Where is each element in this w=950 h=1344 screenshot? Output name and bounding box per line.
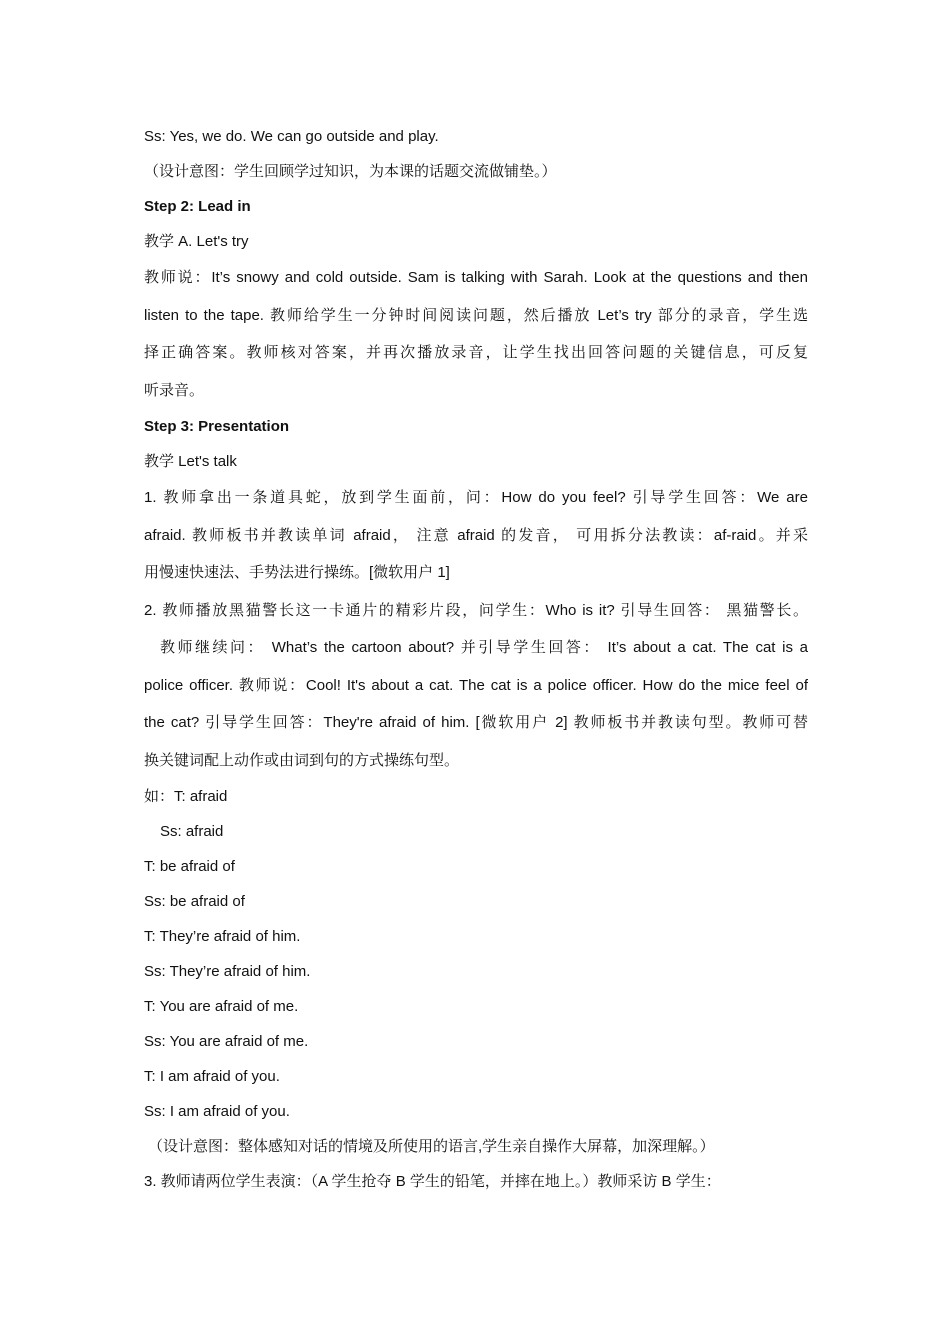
drill-line: T: They’re afraid of him. [144,928,301,945]
paragraph-line: afraid. 教师板书并教读单词 afraid， 注意 afraid 的发音， 可用拆分法教读：af-raid。并采 [144,526,808,544]
dialogue-line: Ss: Yes, we do. We can go outside and play. [144,128,439,145]
paragraph-line: listen to the tape. 教师给学生一分钟时间阅读问题，然后播放 Let’s try 部分的录音，学生选 [144,306,808,324]
paragraph-line: 换关键词配上动作或由词到句的方式操练句型。 [144,751,460,769]
drill-line: 如：T: afraid [144,788,228,805]
document-body [144,119,808,1199]
drill-line: T: I am afraid of you. [144,1068,280,1085]
paragraph-line: 教师继续问： What’s the cartoon about? 并引导学生回答： It’s about a cat. The cat is a [160,639,808,656]
design-intent-note: （设计意图：学生回顾学过知识，为本课的话题交流做铺垫。） [144,163,557,180]
paragraph-item-3: 3. 教师请两位学生表演：（A 学生抢夺 B 学生的铅笔，并摔在地上。）教师采访 B 学生： [144,1173,721,1190]
drill-line: Ss: They’re afraid of him. [144,963,311,980]
section-title: 教学 A. Let's try [144,233,249,250]
paragraph-item-2 [144,592,808,780]
paragraph-item-1 [144,479,808,592]
paragraph-line: 用慢速快速法、手势法进行操练。[微软用户 1] [144,564,450,581]
step-heading: Step 2: Lead in [144,198,251,215]
design-intent-note: （设计意图：整体感知对话的情境及所使用的语言,学生亲自操作大屏幕，加深理解。） [148,1138,715,1155]
drill-line: Ss: be afraid of [144,893,245,910]
paragraph-line: 1. 教师拿出一条道具蛇，放到学生面前，问：How do you feel? 引导学生回答：We are [144,489,808,506]
drill-line: Ss: I am afraid of you. [144,1103,290,1120]
section-title: 教学 Let's talk [144,453,237,470]
paragraph-line: 2. 教师播放黑猫警长这一卡通片的精彩片段，问学生：Who is it? 引导生回答： 黑猫警长。 [144,601,808,619]
paragraph-line: the cat? 引导学生回答：They're afraid of him. [微软用户 2] 教师板书并教读句型。教师可替 [144,714,808,731]
paragraph-lets-try [144,259,808,409]
drill-line: T: be afraid of [144,858,235,875]
paragraph-line: 听录音。 [144,381,205,399]
step-heading: Step 3: Presentation [144,418,290,435]
paragraph-line: police officer. 教师说：Cool! It's about a cat. The cat is a police officer. How do the mice feel of [144,676,808,694]
paragraph-line: 择正确答案。教师核对答案，并再次播放录音，让学生找出回答问题的关键信息，可反复 [144,344,808,361]
drill-line: Ss: You are afraid of me. [144,1033,309,1050]
drill-line: Ss: afraid [160,823,224,840]
paragraph-line: 教师说：It’s snowy and cold outside. Sam is talking with Sarah. Look at the questions and then [144,269,808,286]
drill-line: T: You are afraid of me. [144,998,299,1015]
